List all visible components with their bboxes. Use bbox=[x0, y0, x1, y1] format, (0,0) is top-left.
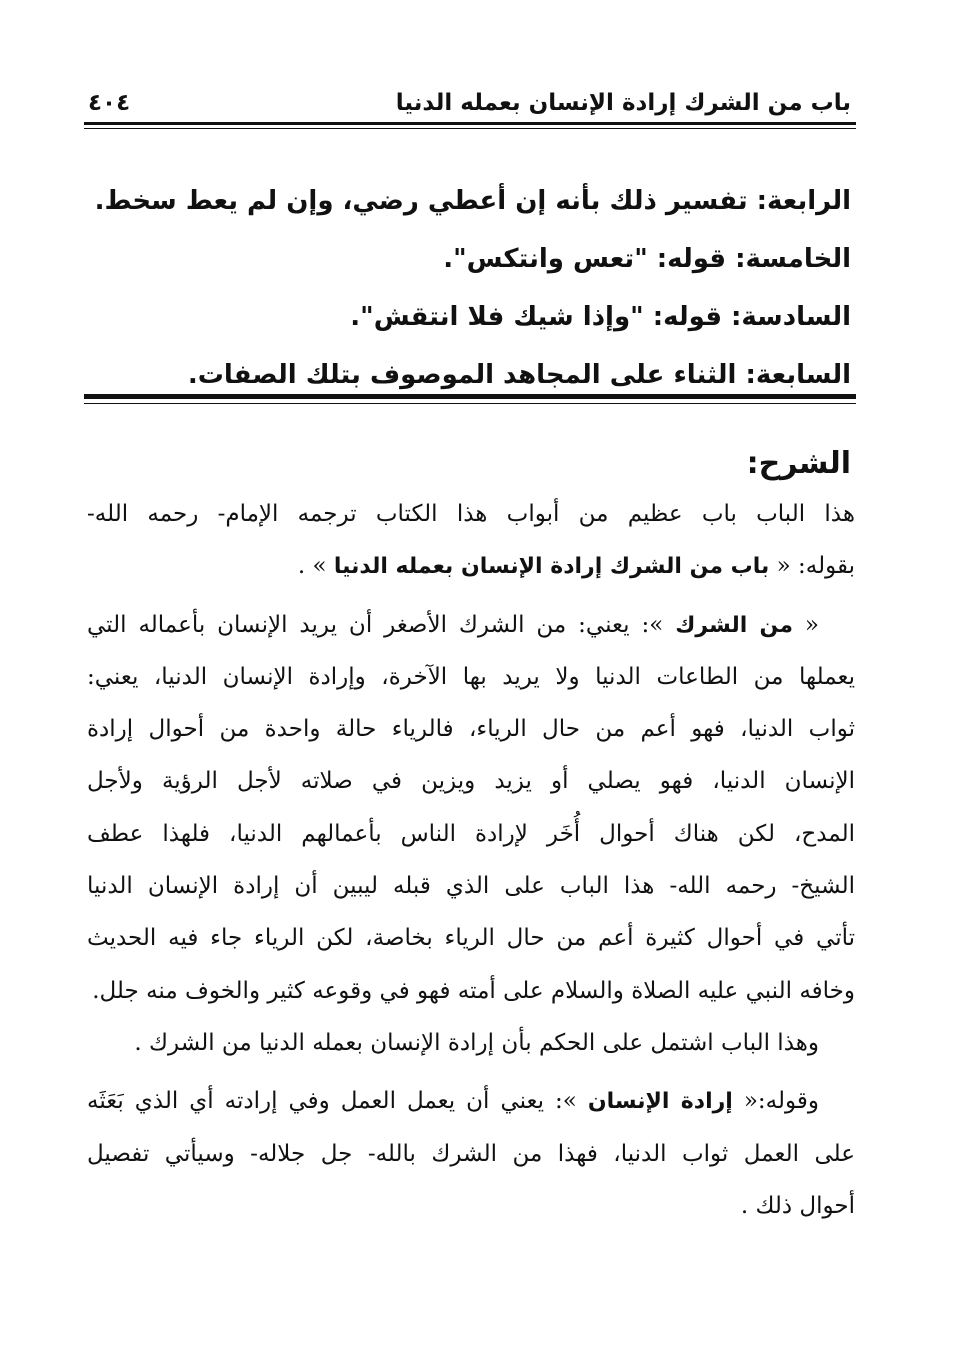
p2-line-5: المدح، لكن هناك أحوال أُخَر لإرادة الناس بأعمالهم الدنيا، فلهذا عطف bbox=[87, 820, 855, 847]
p2-line-3: ثواب الدنيا، فهو أعم من حال الرياء، فالرياء حالة واحدة من أحوال إرادة bbox=[87, 716, 855, 743]
p4-line-2: على العمل ثواب الدنيا، فهذا من الشرك بالله- جل جلاله- وسيأتي تفصيل bbox=[87, 1140, 855, 1167]
page-number: ٤٠٤ bbox=[88, 90, 131, 116]
p4-line-1-pre: وقوله:« bbox=[732, 1088, 819, 1115]
header-rule-thick bbox=[84, 122, 856, 125]
p2-line-6: الشيخ- رحمه الله- هذا الباب على الذي قبله ليبين أن إرادة الإنسان الدنيا bbox=[87, 873, 855, 900]
section-divider-thick bbox=[84, 394, 856, 399]
p2-line-2: يعملها من الطاعات الدنيا ولا يريد بها الآخرة، وإرادة الإنسان الدنيا، يعني: bbox=[87, 663, 855, 690]
issue-sixth: السادسة: قوله: "وإذا شيك فلا انتقش". bbox=[350, 302, 851, 332]
p2-line-4: الإنسان الدنيا، فهو يصلي أو يزيد ويزين في صلاته لأجل الرؤية ولأجل bbox=[87, 768, 855, 795]
p1-line-2-post: » . bbox=[297, 553, 334, 580]
section-divider-thin bbox=[84, 403, 856, 404]
running-head: باب من الشرك إرادة الإنسان بعمله الدنيا bbox=[395, 90, 851, 116]
term-iradat-al-insan: إرادة الإنسان bbox=[587, 1089, 733, 1115]
issue-fifth: الخامسة: قوله: "تعس وانتكس". bbox=[443, 244, 851, 274]
p4-line-3: أحوال ذلك . bbox=[740, 1192, 855, 1219]
p1-line-2-pre: بقوله: « bbox=[769, 553, 855, 580]
p2-line-7: تأتي في أحوال كثيرة أعم من حال الرياء بخاصة، لكن الرياء جاء فيه الحديث bbox=[87, 925, 855, 952]
p3-line-1: وهذا الباب اشتمل على الحكم بأن إرادة الإنسان بعمله الدنيا من الشرك . bbox=[134, 1029, 819, 1056]
p4-line-1-post: »: يعني أن يعمل العمل وفي إرادته أي الذي بَعَثَه bbox=[87, 1088, 588, 1115]
commentary-body bbox=[87, 488, 855, 1232]
chapter-title-quote: باب من الشرك إرادة الإنسان بعمله الدنيا bbox=[333, 554, 770, 580]
p4-line-1 bbox=[87, 1075, 855, 1127]
term-min-al-shirk: من الشرك bbox=[675, 612, 793, 638]
p2-line-1-pre: « bbox=[792, 611, 819, 638]
p1-line-2 bbox=[87, 540, 855, 592]
header-rule-thin bbox=[84, 128, 856, 129]
issue-fourth: الرابعة: تفسير ذلك بأنه إن أعطي رضي، وإن لم يعط سخط. bbox=[94, 186, 851, 216]
issues-list bbox=[94, 172, 851, 404]
p2-line-8: وخافه النبي عليه الصلاة والسلام على أمته فهو في وقوعه كثير والخوف منه جلل. bbox=[92, 977, 855, 1004]
commentary-title: الشرح: bbox=[746, 446, 851, 481]
p2-line-1 bbox=[87, 599, 855, 651]
p1-line-1: هذا الباب باب عظيم من أبواب هذا الكتاب ترجمه الإمام- رحمه الله- bbox=[87, 501, 855, 527]
issue-seventh: السابعة: الثناء على المجاهد الموصوف بتلك الصفات. bbox=[187, 360, 851, 390]
p2-line-1-post: »: يعني: من الشرك الأصغر أن يريد الإنسان بأعماله التي bbox=[87, 611, 676, 638]
